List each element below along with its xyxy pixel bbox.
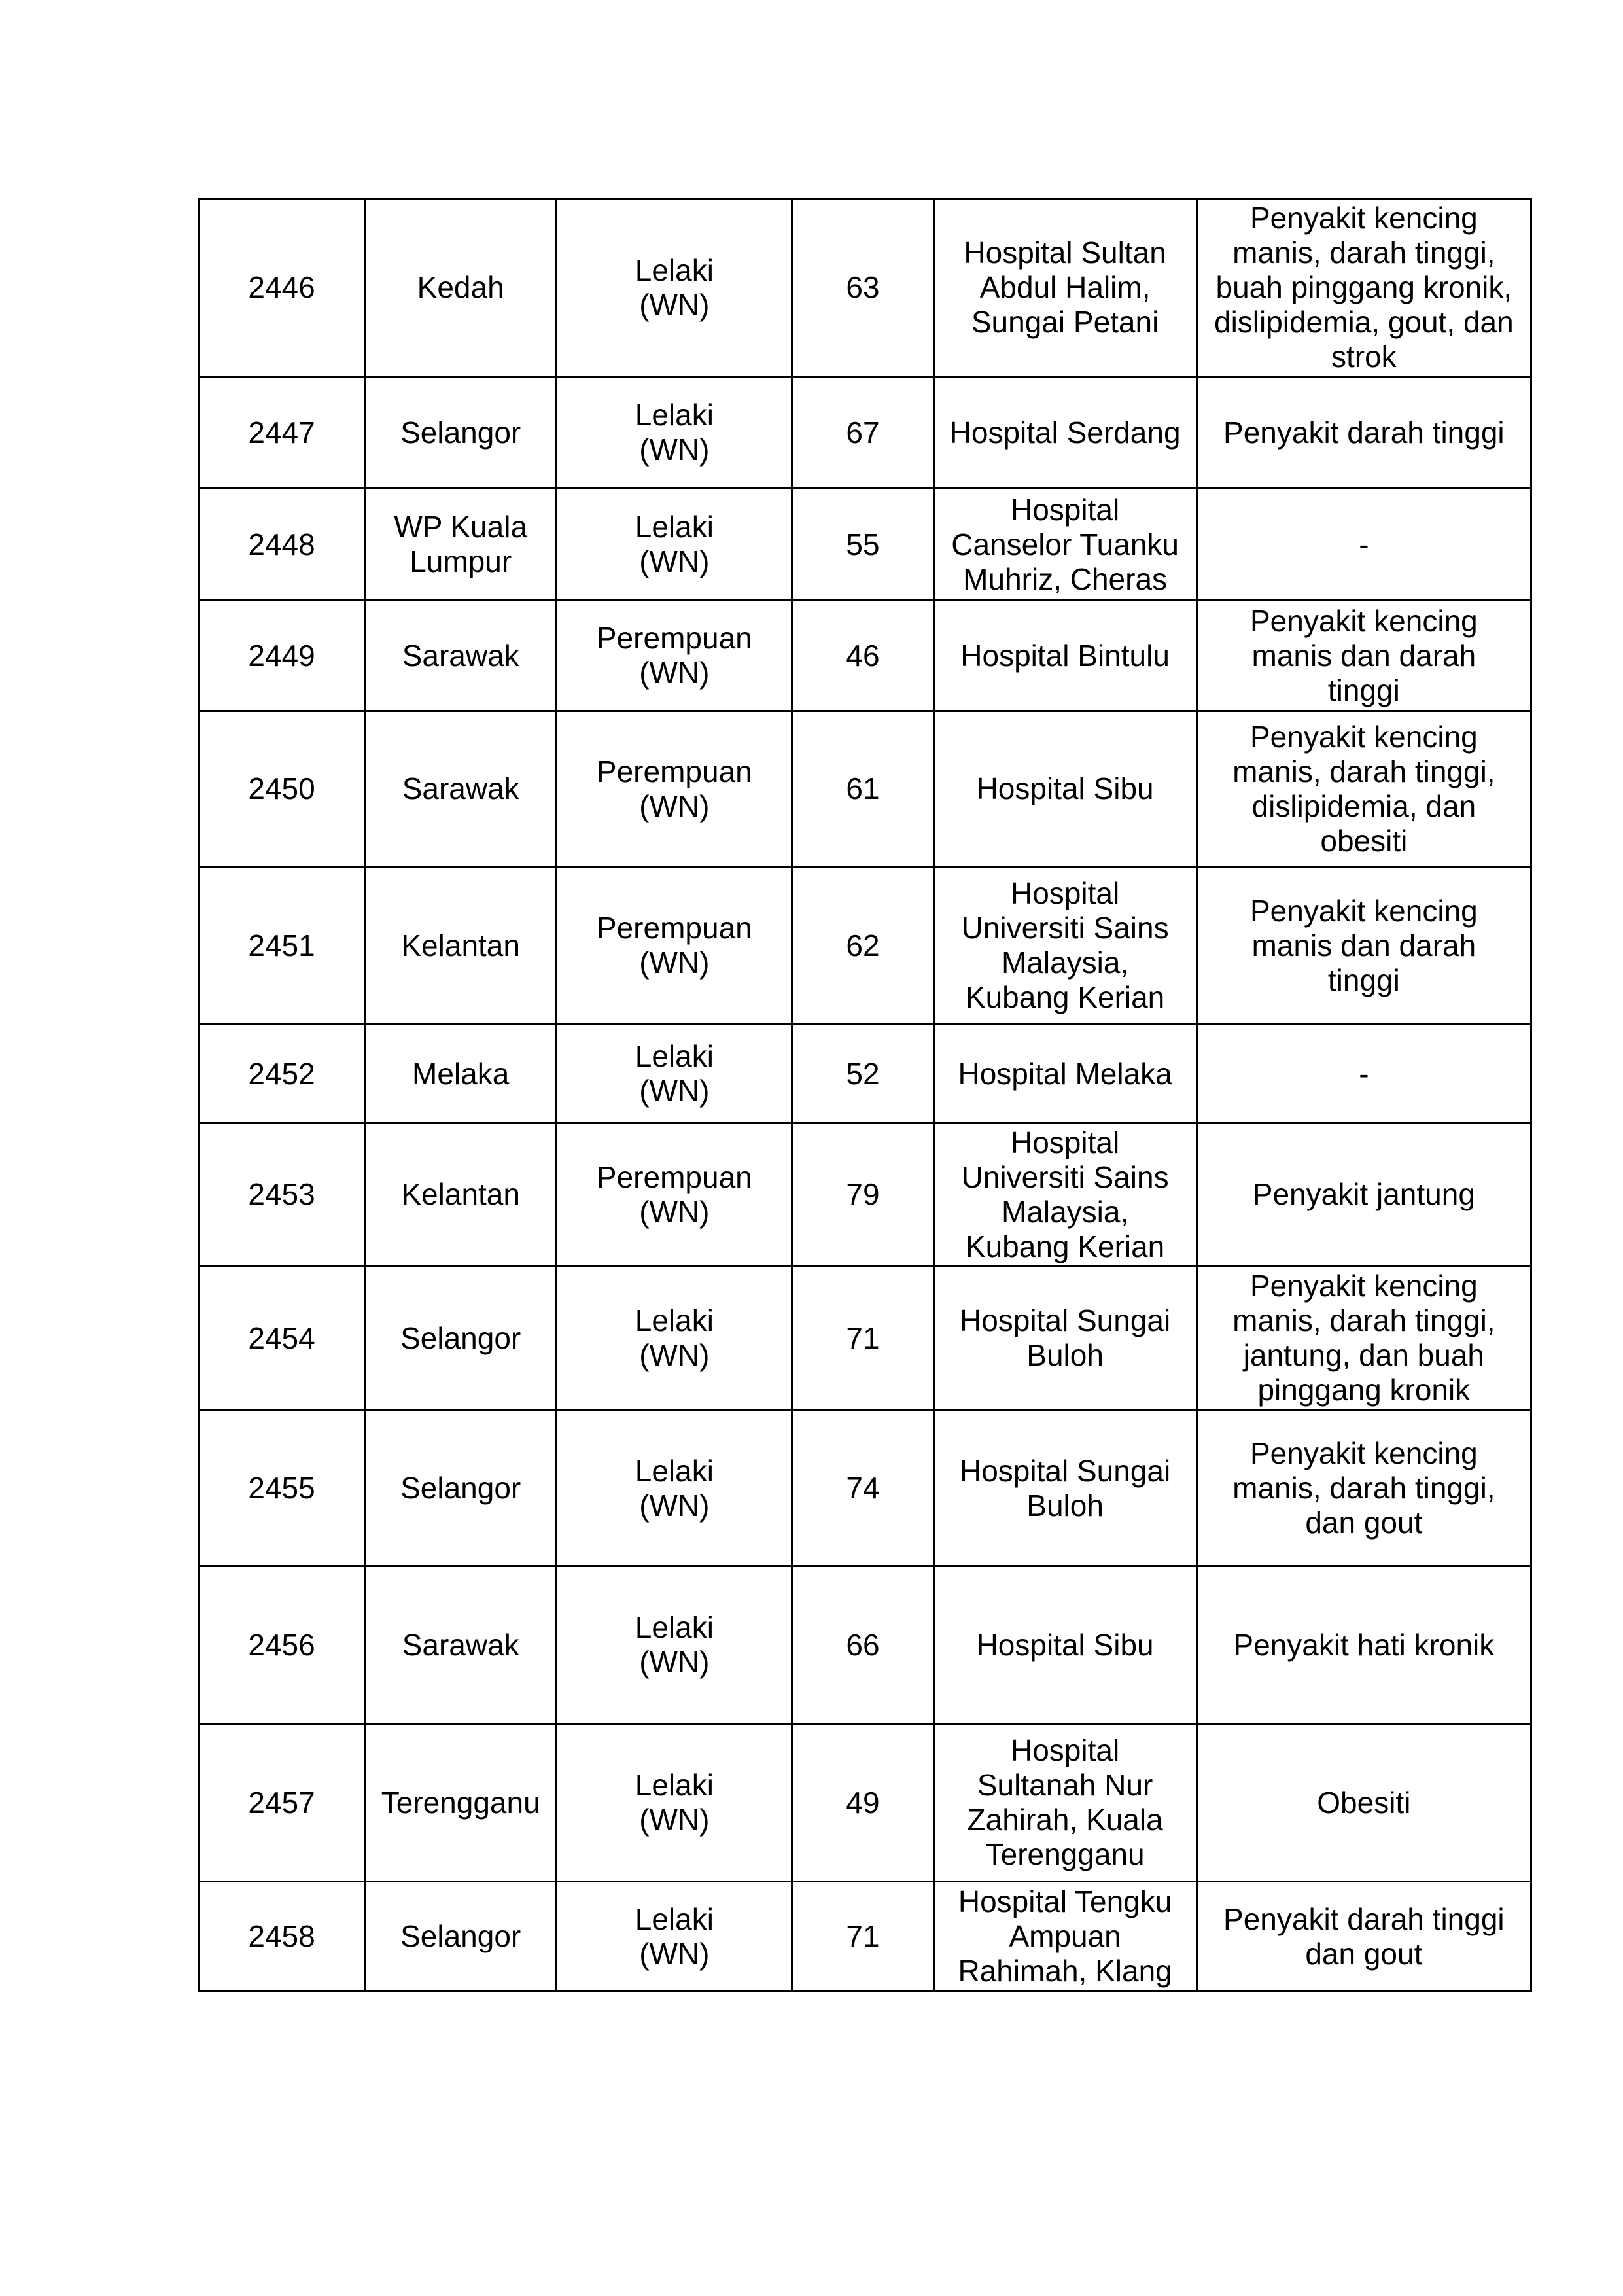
age-cell: 52 [792, 1025, 934, 1123]
age-cell: 71 [792, 1266, 934, 1411]
comorbidity-cell: Penyakit jantung [1196, 1123, 1531, 1266]
hospital-cell: Hospital Melaka [934, 1025, 1196, 1123]
hospital-cell: Hospital Sungai Buloh [934, 1411, 1196, 1566]
gender-cell: Lelaki (WN) [557, 1566, 792, 1724]
table-row [199, 1882, 1531, 1992]
state-cell: Selangor [365, 377, 557, 489]
case-number-cell: 2453 [199, 1123, 365, 1266]
age-cell: 61 [792, 711, 934, 867]
hospital-cell: Hospital Sultan Abdul Halim, Sungai Petani [934, 199, 1196, 377]
case-number-cell: 2449 [199, 601, 365, 711]
comorbidity-cell: Penyakit kencing manis dan darah tinggi [1196, 601, 1531, 711]
comorbidity-cell: Penyakit darah tinggi [1196, 377, 1531, 489]
state-cell: Selangor [365, 1882, 557, 1992]
table-row [199, 1123, 1531, 1266]
comorbidity-cell: Penyakit kencing manis, darah tinggi, dislipidemia, dan obesiti [1196, 711, 1531, 867]
gender-cell: Lelaki (WN) [557, 1025, 792, 1123]
age-cell: 67 [792, 377, 934, 489]
comorbidity-cell: - [1196, 489, 1531, 601]
hospital-cell: Hospital Sungai Buloh [934, 1266, 1196, 1411]
case-number-cell: 2455 [199, 1411, 365, 1566]
table-row [199, 1266, 1531, 1411]
case-number-cell: 2451 [199, 867, 365, 1025]
comorbidity-cell: Penyakit kencing manis, darah tinggi, buah pinggang kronik, dislipidemia, gout, dan strok [1196, 199, 1531, 377]
comorbidity-cell: Penyakit hati kronik [1196, 1566, 1531, 1724]
case-number-cell: 2456 [199, 1566, 365, 1724]
hospital-cell: Hospital Canselor Tuanku Muhriz, Cheras [934, 489, 1196, 601]
age-cell: 74 [792, 1411, 934, 1566]
age-cell: 49 [792, 1724, 934, 1882]
state-cell: Melaka [365, 1025, 557, 1123]
state-cell: Sarawak [365, 1566, 557, 1724]
hospital-cell: Hospital Universiti Sains Malaysia, Kubang Kerian [934, 1123, 1196, 1266]
state-cell: Kelantan [365, 867, 557, 1025]
gender-cell: Perempuan (WN) [557, 867, 792, 1025]
state-cell: Sarawak [365, 601, 557, 711]
hospital-cell: Hospital Sultanah Nur Zahirah, Kuala Terengganu [934, 1724, 1196, 1882]
gender-cell: Lelaki (WN) [557, 1724, 792, 1882]
table-row [199, 1025, 1531, 1123]
case-number-cell: 2457 [199, 1724, 365, 1882]
age-cell: 66 [792, 1566, 934, 1724]
age-cell: 79 [792, 1123, 934, 1266]
table-row [199, 489, 1531, 601]
table-row [199, 711, 1531, 867]
comorbidity-cell: Obesiti [1196, 1724, 1531, 1882]
comorbidity-cell: Penyakit kencing manis dan darah tinggi [1196, 867, 1531, 1025]
table-row [199, 1566, 1531, 1724]
table-row [199, 199, 1531, 377]
state-cell: WP Kuala Lumpur [365, 489, 557, 601]
case-number-cell: 2450 [199, 711, 365, 867]
gender-cell: Lelaki (WN) [557, 199, 792, 377]
age-cell: 62 [792, 867, 934, 1025]
hospital-cell: Hospital Sibu [934, 711, 1196, 867]
state-cell: Terengganu [365, 1724, 557, 1882]
hospital-cell: Hospital Universiti Sains Malaysia, Kubang Kerian [934, 867, 1196, 1025]
hospital-cell: Hospital Bintulu [934, 601, 1196, 711]
gender-cell: Lelaki (WN) [557, 1882, 792, 1992]
state-cell: Selangor [365, 1411, 557, 1566]
comorbidity-cell: Penyakit darah tinggi dan gout [1196, 1882, 1531, 1992]
comorbidity-cell: - [1196, 1025, 1531, 1123]
age-cell: 71 [792, 1882, 934, 1992]
gender-cell: Perempuan (WN) [557, 601, 792, 711]
table-row [199, 867, 1531, 1025]
state-cell: Kedah [365, 199, 557, 377]
gender-cell: Lelaki (WN) [557, 377, 792, 489]
case-number-cell: 2454 [199, 1266, 365, 1411]
hospital-cell: Hospital Tengku Ampuan Rahimah, Klang [934, 1882, 1196, 1992]
age-cell: 55 [792, 489, 934, 601]
case-number-cell: 2452 [199, 1025, 365, 1123]
gender-cell: Perempuan (WN) [557, 711, 792, 867]
gender-cell: Perempuan (WN) [557, 1123, 792, 1266]
table-row [199, 377, 1531, 489]
case-number-cell: 2446 [199, 199, 365, 377]
gender-cell: Lelaki (WN) [557, 1266, 792, 1411]
age-cell: 63 [792, 199, 934, 377]
comorbidity-cell: Penyakit kencing manis, darah tinggi, dan gout [1196, 1411, 1531, 1566]
comorbidity-cell: Penyakit kencing manis, darah tinggi, jantung, dan buah pinggang kronik [1196, 1266, 1531, 1411]
case-number-cell: 2447 [199, 377, 365, 489]
case-number-cell: 2448 [199, 489, 365, 601]
hospital-cell: Hospital Sibu [934, 1566, 1196, 1724]
age-cell: 46 [792, 601, 934, 711]
hospital-cell: Hospital Serdang [934, 377, 1196, 489]
cases-table [198, 198, 1532, 1992]
table-row [199, 1411, 1531, 1566]
gender-cell: Lelaki (WN) [557, 1411, 792, 1566]
table-row [199, 1724, 1531, 1882]
table-row [199, 601, 1531, 711]
state-cell: Sarawak [365, 711, 557, 867]
state-cell: Selangor [365, 1266, 557, 1411]
gender-cell: Lelaki (WN) [557, 489, 792, 601]
case-number-cell: 2458 [199, 1882, 365, 1992]
state-cell: Kelantan [365, 1123, 557, 1266]
